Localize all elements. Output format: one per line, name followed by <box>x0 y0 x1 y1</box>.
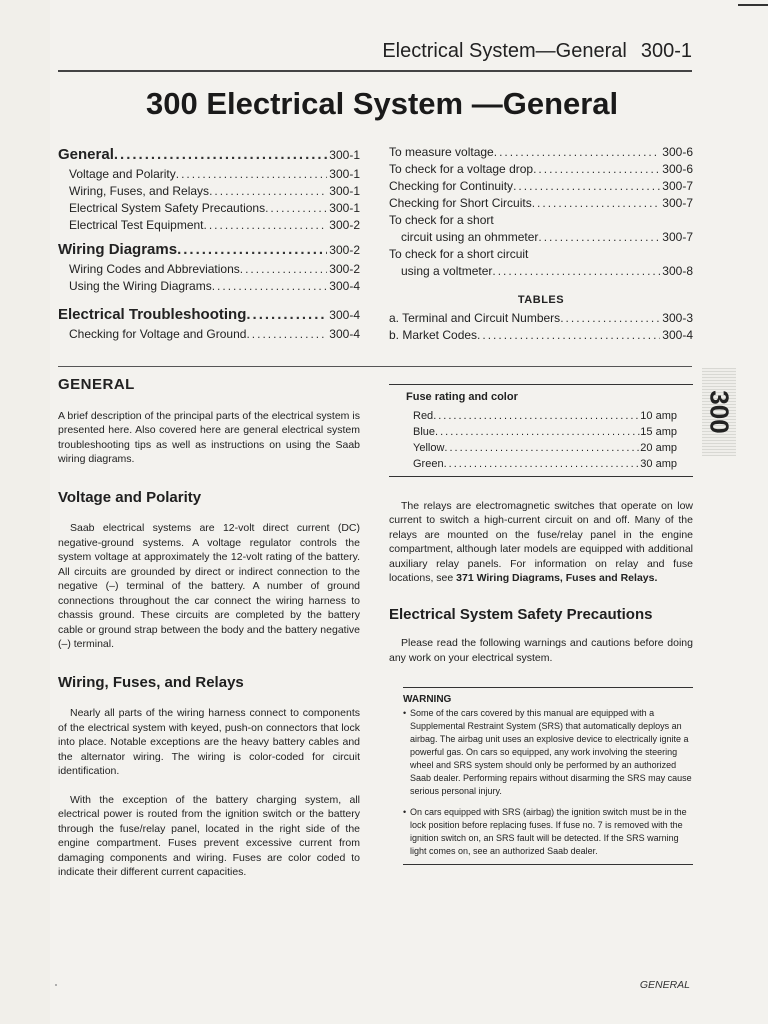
warning-title: WARNING <box>403 694 452 705</box>
toc-item[interactable]: Using the Wiring Diagrams ..... 300-4 <box>58 278 360 295</box>
tables-heading: TABLES <box>517 294 565 306</box>
toc-item[interactable]: Voltage and Polarity ..... 300-1 <box>58 166 360 183</box>
footer-section-label: GENERAL <box>639 979 690 991</box>
relays-body: The relays are electromagnetic switches that operate on low current to switch a high-current circuit on and off. Many of the relays are mounted on the fuse/relay panel in the engine compartment, although later models are equipped with additional auxiliary relay panels. For information on relay and fuse locations, see 371 Wiring Diagrams, Fuses and Relays. <box>389 499 693 584</box>
toc-divider <box>58 366 692 367</box>
right-column <box>389 376 693 865</box>
header-rule <box>58 70 692 72</box>
toc-item-label: To check for a short circuit <box>389 247 529 261</box>
general-intro: A brief description of the principal parts of the electrical system is presented here. Also covered here are general electrical system troubleshooting tips as well as instructions on using the Saab wiring diagrams. <box>58 409 360 465</box>
chapter-tab-label: 300 <box>704 390 735 434</box>
toc-item[interactable]: Checking for Voltage and Ground ..... 300-4 <box>58 326 360 343</box>
fuse-row: Green ..... 30 amp <box>389 456 693 472</box>
corner-mark <box>738 4 768 6</box>
toc-item-label: To check for a short <box>389 213 494 227</box>
chapter-title: 300 Electrical System —General <box>146 86 619 121</box>
toc-item[interactable]: To measure voltage ..... 300-6 <box>389 144 693 161</box>
running-head-title: Electrical System—General <box>382 40 627 62</box>
relays-reference[interactable]: 371 Wiring Diagrams, Fuses and Relays. <box>456 572 658 584</box>
toc-table-item[interactable]: a. Terminal and Circuit Numbers ..... 300-3 <box>389 310 693 327</box>
toc-item[interactable]: Electrical Test Equipment ..... 300-2 <box>58 217 360 234</box>
fuse-row: Red ..... 10 amp <box>389 408 693 424</box>
safety-body: Please read the following warnings and cautions before doing any work on your electrical system. <box>389 637 693 664</box>
wiring-paragraph-1: Nearly all parts of the wiring harness connect to components of the electrical system with keyed, push-on connectors that lock into place. Notable exceptions are the heavy battery cables and the alternator wiring. The wiring is color-coded for circuit identification. <box>58 707 360 777</box>
toc-item[interactable]: circuit using an ohmmeter ..... 300-7 <box>389 229 693 246</box>
section-heading-general: GENERAL <box>58 376 135 393</box>
chapter-tab <box>702 368 736 456</box>
wiring-paragraph-2: With the exception of the battery charging system, all electrical power is routed from the ignition switch or the battery through the fuse/relay panel, located in the right side of the engine compartment. Fuses prevent excessive current from damaging components and wiring. Fuses are color coded to indicate their different current capacities. <box>58 793 360 878</box>
fuse-table-title: Fuse rating and color <box>406 391 518 403</box>
fuse-row: Yellow ..... 20 amp <box>389 440 693 456</box>
toc-section-general[interactable]: General ..... 300-1 <box>58 144 360 166</box>
toc-item[interactable]: Wiring Codes and Abbreviations ..... 300-2 <box>58 261 360 278</box>
warning-item: • On cars equipped with SRS (airbag) the ignition switch must be in the lock position before replacing fuses. If fuse no. 7 is removed with the ignition switch on, an SRS fault will be detected. If the SRS warning light comes on, see an authorized Saab dealer. <box>403 807 687 856</box>
running-head <box>382 40 692 63</box>
toc-table-item[interactable]: b. Market Codes ..... 300-4 <box>389 327 693 344</box>
toc-item[interactable]: Wiring, Fuses, and Relays ..... 300-1 <box>58 183 360 200</box>
fuse-row: Blue ..... 15 amp <box>389 424 693 440</box>
voltage-body: Saab electrical systems are 12-volt direct current (DC) negative-ground systems. A voltage regulator controls the system voltage at approximately the 12-volt rating of the battery. All circuits are grounded by direct or indirect connection to the negative (–) terminal of the battery. A number of ground connections throughout the car connect the wiring harness to chassis ground. These circuits are completed by the battery cable or ground strap between the body and the battery negative (–) terminal. <box>58 522 360 650</box>
heading-wiring-fuses-relays: Wiring, Fuses, and Relays <box>58 673 244 691</box>
heading-safety-precautions: Electrical System Safety Precautions <box>389 605 653 623</box>
toc-right <box>389 144 693 344</box>
toc-item[interactable]: using a voltmeter ..... 300-8 <box>389 263 693 280</box>
running-head-page: 300-1 <box>640 40 692 62</box>
toc-item[interactable]: Electrical System Safety Precautions ..... 300-1 <box>58 200 360 217</box>
heading-voltage-polarity: Voltage and Polarity <box>58 488 202 506</box>
toc-item[interactable]: To check for a voltage drop ..... 300-6 <box>389 161 693 178</box>
toc-item[interactable]: Checking for Short Circuits ..... 300-7 <box>389 195 693 212</box>
toc-item[interactable]: Checking for Continuity ..... 300-7 <box>389 178 693 195</box>
left-column <box>58 376 360 880</box>
warning-box <box>403 687 693 865</box>
fuse-table <box>389 384 693 477</box>
warning-item: • Some of the cars covered by this manual are equipped with a Supplemental Restraint System (SRS) that automatically deploys an airbag. The airbag unit uses an explosive device to electrically ignite a powerful gas. On cars so equipped, any work involving the steering wheel and SRS system should only be performed by an authorized Saab dealer. Performing repairs without disarming the SRS may cause serious personal injury. <box>403 708 692 796</box>
scan-artifact <box>55 984 57 986</box>
toc-left <box>58 144 360 343</box>
toc-section-troubleshooting[interactable]: Electrical Troubleshooting ..... 300-4 <box>58 304 360 326</box>
toc-section-wiring-diagrams[interactable]: Wiring Diagrams ..... 300-2 <box>58 239 360 261</box>
